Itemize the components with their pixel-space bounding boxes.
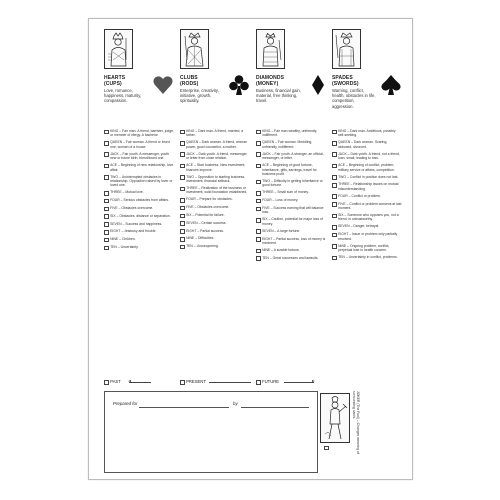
checkbox[interactable] [256,152,261,157]
checkbox[interactable] [104,191,109,196]
timeline [104,379,404,387]
checkbox[interactable] [104,246,109,251]
checkbox[interactable] [104,164,109,169]
checkbox[interactable] [180,214,185,219]
card-meaning[interactable]: FOUR – Serious obstacles from affairs. [104,198,174,203]
card-meaning[interactable]: SIX – Obstacles, distance or separation. [104,214,174,219]
card-meaning[interactable]: KING – Fair man. A friend, barrister, judge, or member of clergy. A bachelor. [104,129,174,138]
suit-column-clubs [180,29,250,394]
suit-subname: (SWORDS) [332,81,359,87]
checkbox[interactable] [180,245,185,250]
checkbox[interactable] [180,221,185,226]
suit-subname: (RODS) [180,81,199,87]
checkbox[interactable] [332,175,337,180]
checkbox[interactable] [180,229,185,234]
suit-description: Warning, conflict, health, obstacles in life, competition, aggression. [332,88,376,109]
suit-description: Business, financial gain, material, free thinking, travel. [256,88,301,104]
card-meaning[interactable]: TEN – Uncertainty in conflict, problems. [332,255,402,260]
checkbox[interactable] [256,218,261,223]
checkbox[interactable] [180,152,185,157]
suit-description: Enterprise, creativity, initiative, growth, spirituality. [180,88,219,104]
suit-heading [104,75,174,125]
checkbox[interactable] [256,164,261,169]
checkbox[interactable] [104,199,109,204]
checkbox[interactable] [332,141,337,146]
checkbox[interactable] [180,130,185,135]
card-meaning[interactable]: QUEEN – Fair woman. Meddling, unfriendly, indifferent. [256,140,326,149]
reading-notes-box[interactable] [104,391,318,473]
prepared-for-label: Prepared for [113,401,138,406]
suit-heading [332,75,402,125]
checkbox[interactable] [256,256,261,261]
checkbox[interactable] [180,187,185,192]
checkbox[interactable] [332,214,337,219]
checkbox[interactable] [332,202,337,207]
king-of-diamonds-card-illustration [256,29,285,69]
card-meaning[interactable]: KING – Fair man wealthy, unfriendly, indifferent. [256,129,326,138]
king-of-clubs-card-illustration [180,29,209,69]
card-meaning[interactable]: KING – Dark man. A friend, married, a father. [180,129,250,138]
card-meaning[interactable]: SIX – Someone who opposes you, not a friend, is untrustworthy. [332,213,402,222]
suit-column-hearts [104,29,174,394]
card-meaning[interactable]: FIVE – Obstacles overcome. [180,205,250,210]
card-meaning[interactable]: TEN – Unconquering. [180,244,250,249]
checkbox[interactable] [180,141,185,146]
card-meaning[interactable]: SEVEN – Danger, betrayal. [332,224,402,229]
card-meaning[interactable]: ACE – Start business. New investment, finances improve. [180,163,250,172]
card-meaning-list [256,129,326,261]
card-meaning[interactable]: EIGHT – Issue or problem only partially resolved. [332,232,402,241]
arrow-left-icon [129,382,151,383]
checkbox[interactable] [332,256,337,261]
suit-column-spades [332,29,402,394]
card-meaning[interactable]: ACE – Beginning of new relationship, love affair. [104,163,174,172]
checkbox[interactable] [256,249,261,254]
suit-heading [180,75,250,125]
card-meaning[interactable]: KING – Dark man. Ambitious, possibly self-seeking. [332,129,402,138]
checkbox[interactable] [104,207,109,212]
checkbox[interactable] [332,130,337,135]
card-meaning[interactable]: ACE – Beginning of conflict, problem, military service or affairs, competition. [332,163,402,172]
by-line[interactable] [241,407,309,408]
checkbox[interactable] [104,141,109,146]
checkbox[interactable] [180,164,185,169]
card-meaning[interactable]: QUEEN – Dark woman. A friend, woman power, good counsellor, a mother. [180,140,250,149]
timeline-past-label: PAST [110,379,121,384]
card-meaning[interactable]: NINE – A sizable fortune. [256,248,326,253]
suit-heading [256,75,326,125]
timeline-divider [209,382,251,383]
checkbox[interactable] [104,130,109,135]
fool-card-illustration [320,393,350,443]
card-meaning[interactable]: TEN – Uncertainty. [104,245,174,250]
checkbox[interactable] [256,191,261,196]
card-meaning[interactable]: FIVE – Obstacles overcome. [104,206,174,211]
card-meaning[interactable]: NINE – Difficulties. [180,236,250,241]
suit-columns [104,29,401,394]
checkbox[interactable] [324,446,329,451]
card-meaning[interactable]: TEN – Great successes and lawsuits. [256,256,326,261]
timeline-present-label: PRESENT [186,379,206,384]
checkbox[interactable] [180,175,185,180]
card-meaning[interactable]: EIGHT – Partial success, loss of money is imminent. [256,237,326,246]
card-meaning[interactable]: QUEEN – Fair woman. A friend or loved one, woman of a house. [104,140,174,149]
card-meaning[interactable]: QUEEN – Dark woman. Scaring, widowed, divorced. [332,140,402,149]
checkbox[interactable] [256,199,261,204]
suit-name: CLUBS [180,75,198,81]
checkbox[interactable] [256,229,261,234]
timeline-future[interactable] [256,379,314,385]
checkbox[interactable] [256,141,261,146]
card-meaning[interactable]: EIGHT – Partial success. [180,229,250,234]
card-meaning[interactable]: JACK – Fair youth. A messenger, youth new or future birth, friend/loved one. [104,152,174,161]
prepared-for-line[interactable] [139,407,229,408]
checkbox[interactable] [256,180,261,185]
card-meaning[interactable]: NINE – Children. [104,237,174,242]
by-label: by [233,401,238,406]
checkbox[interactable] [256,207,261,212]
card-meaning[interactable]: SIX – Potential for failure. [180,213,250,218]
card-meaning[interactable]: EIGHT – Jealousy and trouble. [104,229,174,234]
checkbox[interactable] [104,238,109,243]
card-meaning[interactable]: SEVEN – A large fortune. [256,229,326,234]
checkbox[interactable] [104,230,109,235]
checkbox[interactable] [180,380,185,385]
checkbox[interactable] [332,244,337,249]
timeline-present[interactable] [180,379,251,385]
checkbox[interactable] [332,225,337,230]
checkbox[interactable] [180,198,185,203]
card-meaning[interactable]: SEVEN – Certain success. [180,221,250,226]
suit-description: Love, romance, happiness, maturity, compassion. [104,88,142,104]
card-meaning[interactable]: THREE – Mutual love. [104,190,174,195]
king-of-hearts-card-illustration [104,29,133,69]
checkbox[interactable] [104,222,109,227]
card-meaning[interactable]: ACE – Beginning of good fortune, inheritance, gifts, earnings, travel for business profit. [256,163,326,176]
card-meaning[interactable]: THREE – Realization of the business or investment, solid foundation established. [180,186,250,195]
joker-description: JOKER (The Fool) – Changes meaning of surrounding cards. [351,391,360,454]
card-meaning-list [332,129,402,260]
suit-column-diamonds [256,29,326,394]
card-meaning[interactable]: JACK – Fair youth. A stranger, an official, messenger, or letter. [256,152,326,161]
card-meaning-list [180,129,250,249]
card-meaning-list [104,129,174,250]
king-of-spades-card-illustration [332,29,361,69]
joker-section [320,391,362,471]
card-meaning[interactable]: TWO – Uninterrupted obstacles in relationship. Opposition raised by lover or loved one. [104,175,174,188]
heart-icon [152,74,174,96]
checkbox[interactable] [332,164,337,169]
arrow-right-icon [284,382,314,383]
card-meaning[interactable]: FOUR – Conflict or problem. [332,194,402,199]
checkbox[interactable] [332,233,337,238]
card-meaning[interactable]: FOUR – Prepare for obstacles. [180,197,250,202]
timeline-future-label: FUTURE [262,379,280,384]
checkbox[interactable] [104,152,109,157]
checkbox[interactable] [104,214,109,219]
reference-sheet [88,18,413,480]
card-meaning[interactable]: TWO – Difficulty in getting inheritance or good fortune. [256,179,326,188]
checkbox[interactable] [332,152,337,157]
card-meaning[interactable]: FIVE – Success earning that will balance loss. [256,206,326,215]
checkbox[interactable] [104,175,109,180]
card-meaning[interactable]: SIX – Caution, potential for major loss of money. [256,217,326,226]
checkbox[interactable] [256,130,261,135]
card-meaning[interactable]: THREE – Relationship issues on mutual misunderstanding. [332,182,402,191]
suit-name: HEARTS [104,75,126,81]
card-meaning[interactable]: FOUR – Loss of money. [256,198,326,203]
suit-name: DIAMONDS [256,75,285,81]
card-meaning[interactable]: JACK – Dark youth. A friend, messenger or letter from close relation. [180,152,250,161]
card-meaning[interactable]: TWO – Opposition to starting business, investment, financial setback. [180,175,250,184]
suit-name: SPADES [332,75,353,81]
checkbox[interactable] [332,194,337,199]
checkbox[interactable] [180,237,185,242]
suit-subname: (CUPS) [104,81,122,87]
timeline-past[interactable] [104,379,151,385]
card-meaning[interactable]: NINE – Ongoing problem, conflict, perpetual lose in health concern. [332,244,402,253]
checkbox[interactable] [180,206,185,211]
checkbox[interactable] [256,237,261,242]
diamond-icon [304,74,326,96]
checkbox[interactable] [332,183,337,188]
card-meaning[interactable]: JACK – Dark youth. A friend, not a friend, loan, small, leading to loss. [332,152,402,161]
card-meaning[interactable]: FIVE – Conflict or problem worsens at last moment. [332,202,402,211]
card-meaning[interactable]: SEVEN – Success and happiness. [104,222,174,227]
checkbox[interactable] [256,380,261,385]
checkbox[interactable] [104,380,109,385]
suit-subname: (MONEY) [256,81,279,87]
card-meaning[interactable]: TWO – Conflict in position does not last. [332,175,402,180]
card-meaning[interactable]: THREE – Small sum of money. [256,190,326,195]
club-icon [228,74,250,96]
spade-icon [380,74,402,96]
